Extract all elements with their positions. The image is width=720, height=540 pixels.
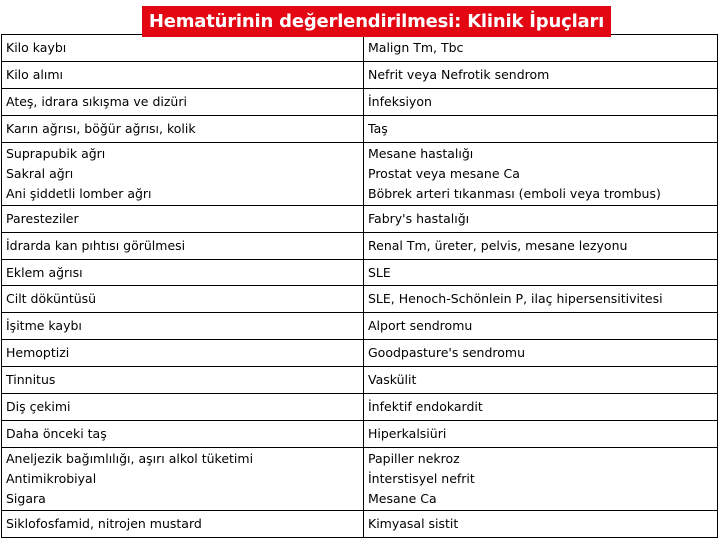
clinical-finding-text: Kilo alımı: [6, 66, 64, 82]
clinical-finding-text: Sigara: [6, 490, 46, 506]
possible-cause-text: Böbrek arteri tıkanması (emboli veya trombus): [368, 185, 661, 201]
clinical-finding-text: Ani şiddetli lomber ağrı: [6, 185, 152, 201]
possible-cause-cell: [364, 232, 718, 259]
possible-cause-text: Taş: [368, 120, 388, 136]
clinical-finding-cell: [2, 115, 364, 142]
clinical-finding-cell: [2, 35, 364, 62]
possible-cause-text: İnterstisyel nefrit: [368, 470, 475, 486]
clinical-finding-text: Diş çekimi: [6, 399, 71, 415]
possible-cause-text: Mesane Ca: [368, 490, 437, 506]
clinical-clues-table: [1, 34, 718, 538]
clinical-finding-text: Daha önceki taş: [6, 425, 107, 441]
possible-cause-text: İnfeksiyon: [368, 93, 432, 109]
clinical-finding-text: Ateş, idrara sıkışma ve dizüri: [6, 93, 187, 109]
possible-cause-cell: [364, 115, 718, 142]
table-row: [2, 421, 718, 448]
clinical-finding-text: Tinnitus: [6, 372, 56, 388]
possible-cause-cell: [364, 286, 718, 313]
possible-cause-cell: [364, 205, 718, 232]
possible-cause-text: Vaskülit: [368, 372, 417, 388]
clinical-finding-text: Karın ağrısı, böğür ağrısı, kolik: [6, 120, 196, 136]
clues-table-body: [2, 35, 718, 538]
clinical-finding-cell: [2, 421, 364, 448]
table-row: [2, 232, 718, 259]
clinical-finding-cell: [2, 205, 364, 232]
possible-cause-text: Nefrit veya Nefrotik sendrom: [368, 66, 550, 82]
clinical-finding-text: Antimikrobiyal: [6, 470, 97, 486]
possible-cause-cell: [364, 447, 718, 510]
possible-cause-text: Hiperkalsiüri: [368, 425, 447, 441]
possible-cause-cell: [364, 421, 718, 448]
clinical-finding-text: Eklem ağrısı: [6, 264, 83, 280]
possible-cause-cell: [364, 313, 718, 340]
possible-cause-cell: [364, 259, 718, 286]
possible-cause-cell: [364, 61, 718, 88]
clinical-finding-cell: [2, 340, 364, 367]
clinical-finding-text: Kilo kaybı: [6, 39, 67, 55]
table-row: [2, 447, 718, 510]
clinical-finding-cell: [2, 313, 364, 340]
clinical-finding-cell: [2, 259, 364, 286]
clinical-finding-cell: [2, 142, 364, 205]
table-row: [2, 115, 718, 142]
clinical-finding-text: Paresteziler: [6, 210, 79, 226]
clinical-finding-text: Siklofosfamid, nitrojen mustard: [6, 516, 202, 532]
clinical-finding-text: Cilt döküntüsü: [6, 291, 97, 307]
possible-cause-cell: [364, 142, 718, 205]
possible-cause-text: İnfektif endokardit: [368, 399, 483, 415]
possible-cause-text: Mesane hastalığı: [368, 145, 474, 161]
clinical-finding-text: Aneljezik bağımlılığı, aşırı alkol tüketimi: [6, 450, 254, 466]
clinical-finding-text: İdrarda kan pıhtısı görülmesi: [6, 237, 186, 253]
possible-cause-text: Alport sendromu: [368, 318, 473, 334]
clinical-finding-text: İşitme kaybı: [6, 318, 82, 334]
possible-cause-text: Renal Tm, üreter, pelvis, mesane lezyonu: [368, 237, 628, 253]
possible-cause-text: Goodpasture's sendromu: [368, 345, 525, 361]
clinical-finding-cell: [2, 232, 364, 259]
table-row: [2, 367, 718, 394]
possible-cause-cell: [364, 511, 718, 538]
possible-cause-text: Malign Tm, Tbc: [368, 39, 464, 55]
possible-cause-text: Prostat veya mesane Ca: [368, 165, 520, 181]
clinical-finding-cell: [2, 394, 364, 421]
table-row: [2, 286, 718, 313]
clinical-finding-cell: [2, 511, 364, 538]
page-title: Hematürinin değerlendirilmesi: Klinik İpuçları: [142, 6, 611, 37]
table-row: [2, 61, 718, 88]
clinical-finding-text: Sakral ağrı: [6, 165, 74, 181]
table-row: [2, 142, 718, 205]
clinical-finding-cell: [2, 447, 364, 510]
possible-cause-cell: [364, 88, 718, 115]
table-row: [2, 313, 718, 340]
clinical-finding-cell: [2, 367, 364, 394]
table-row: [2, 35, 718, 62]
clinical-finding-text: Suprapubik ağrı: [6, 145, 106, 161]
possible-cause-text: SLE, Henoch-Schönlein P, ilaç hipersensitivitesi: [368, 291, 663, 307]
table-row: [2, 340, 718, 367]
possible-cause-cell: [364, 340, 718, 367]
clinical-finding-text: Hemoptizi: [6, 345, 70, 361]
possible-cause-cell: [364, 367, 718, 394]
table-row: [2, 205, 718, 232]
possible-cause-cell: [364, 35, 718, 62]
clinical-finding-cell: [2, 88, 364, 115]
table-row: [2, 259, 718, 286]
possible-cause-cell: [364, 394, 718, 421]
table-row: [2, 88, 718, 115]
possible-cause-text: Papiller nekroz: [368, 450, 460, 466]
clinical-finding-cell: [2, 286, 364, 313]
table-row: [2, 511, 718, 538]
table-row: [2, 394, 718, 421]
possible-cause-text: Kimyasal sistit: [368, 516, 459, 532]
possible-cause-text: Fabry's hastalığı: [368, 210, 470, 226]
possible-cause-text: SLE: [368, 264, 391, 280]
clinical-finding-cell: [2, 61, 364, 88]
